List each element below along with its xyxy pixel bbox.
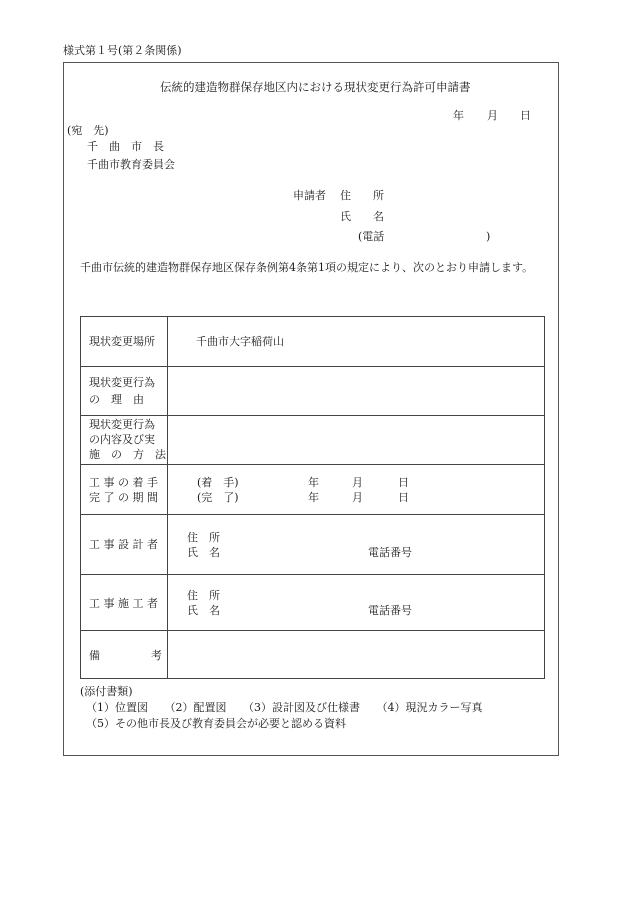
row-reason-label-cell (81, 367, 168, 415)
form-title: 伝統的建造物群保存地区内における現状変更行為許可申請書 (160, 80, 471, 94)
attachments-heading: (添付書類) (80, 685, 133, 698)
row-builder (81, 575, 544, 631)
attachments-line2: （5）その他市長及び教育委員会が必要と認める資料 (86, 717, 346, 730)
builder-address-label: 住 所 (187, 589, 220, 602)
row-designer (81, 515, 544, 575)
row-builder-label-cell (81, 575, 168, 630)
applicant-name-label: 氏 名 (340, 210, 384, 223)
applicant-phone-open: (電話 (358, 230, 385, 243)
period-end-day: 日 (398, 491, 409, 504)
period-start-label: (着 手) (197, 476, 239, 489)
row-location (81, 317, 544, 367)
period-start-month: 月 (352, 476, 363, 489)
date-month: 月 (487, 109, 498, 122)
label-reason-l2: の 理 由 (89, 393, 144, 406)
row-remarks (81, 631, 544, 678)
label-designer: 工 事 設 計 者 (89, 538, 158, 551)
builder-name-label: 氏 名 (187, 604, 220, 617)
label-period-l1: 工 事 の 着 手 (89, 476, 158, 489)
row-content (81, 416, 544, 465)
application-statement: 千曲市伝統的建造物群保存地区保存条例第4条第1項の規定により、次のとおり申請します。 (80, 261, 534, 274)
applicant-address-label: 住 所 (340, 189, 384, 202)
row-period-label-cell (81, 465, 168, 514)
label-remarks-b: 考 (151, 649, 162, 662)
label-builder: 工 事 施 工 者 (89, 597, 158, 610)
attachments-line1: （1）位置図 （2）配置図 （3）設計図及び仕様書 （4）現況カラー写真 (86, 701, 483, 714)
addressee-mayor: 千 曲 市 長 (87, 140, 164, 153)
application-table (80, 316, 545, 679)
row-remarks-label-cell (81, 631, 168, 678)
addressee-board: 千曲市教育委員会 (87, 158, 175, 171)
row-reason (81, 367, 544, 416)
designer-name-label: 氏 名 (187, 546, 220, 559)
period-end-year: 年 (308, 491, 319, 504)
row-period (81, 465, 544, 515)
label-remarks-a: 備 (89, 649, 100, 662)
addressee-heading: (宛 先) (67, 124, 109, 137)
builder-phone-label: 電話番号 (368, 604, 412, 617)
period-end-label: (完 了) (197, 491, 239, 504)
designer-address-label: 住 所 (187, 531, 220, 544)
label-location: 現状変更場所 (89, 335, 155, 348)
row-designer-label-cell (81, 515, 168, 574)
label-content-l2: の内容及び実 (89, 433, 155, 446)
form-number-label: 様式第１号(第２条関係) (63, 44, 182, 57)
row-content-label-cell (81, 416, 168, 464)
row-location-label-cell (81, 317, 168, 366)
period-end-month: 月 (352, 491, 363, 504)
date-day: 日 (520, 109, 531, 122)
location-value: 千曲市大字稲荷山 (196, 335, 284, 348)
period-start-year: 年 (308, 476, 319, 489)
designer-phone-label: 電話番号 (368, 546, 412, 559)
label-content-l1: 現状変更行為 (89, 418, 155, 431)
label-content-l3: 施 の 方 法 (89, 448, 166, 461)
label-reason-l1: 現状変更行為 (89, 376, 155, 389)
period-start-day: 日 (398, 476, 409, 489)
date-year: 年 (453, 109, 464, 122)
applicant-label: 申請者 (293, 189, 326, 202)
applicant-phone-close: ) (486, 230, 491, 243)
label-period-l2: 完 了 の 期 間 (89, 491, 158, 504)
